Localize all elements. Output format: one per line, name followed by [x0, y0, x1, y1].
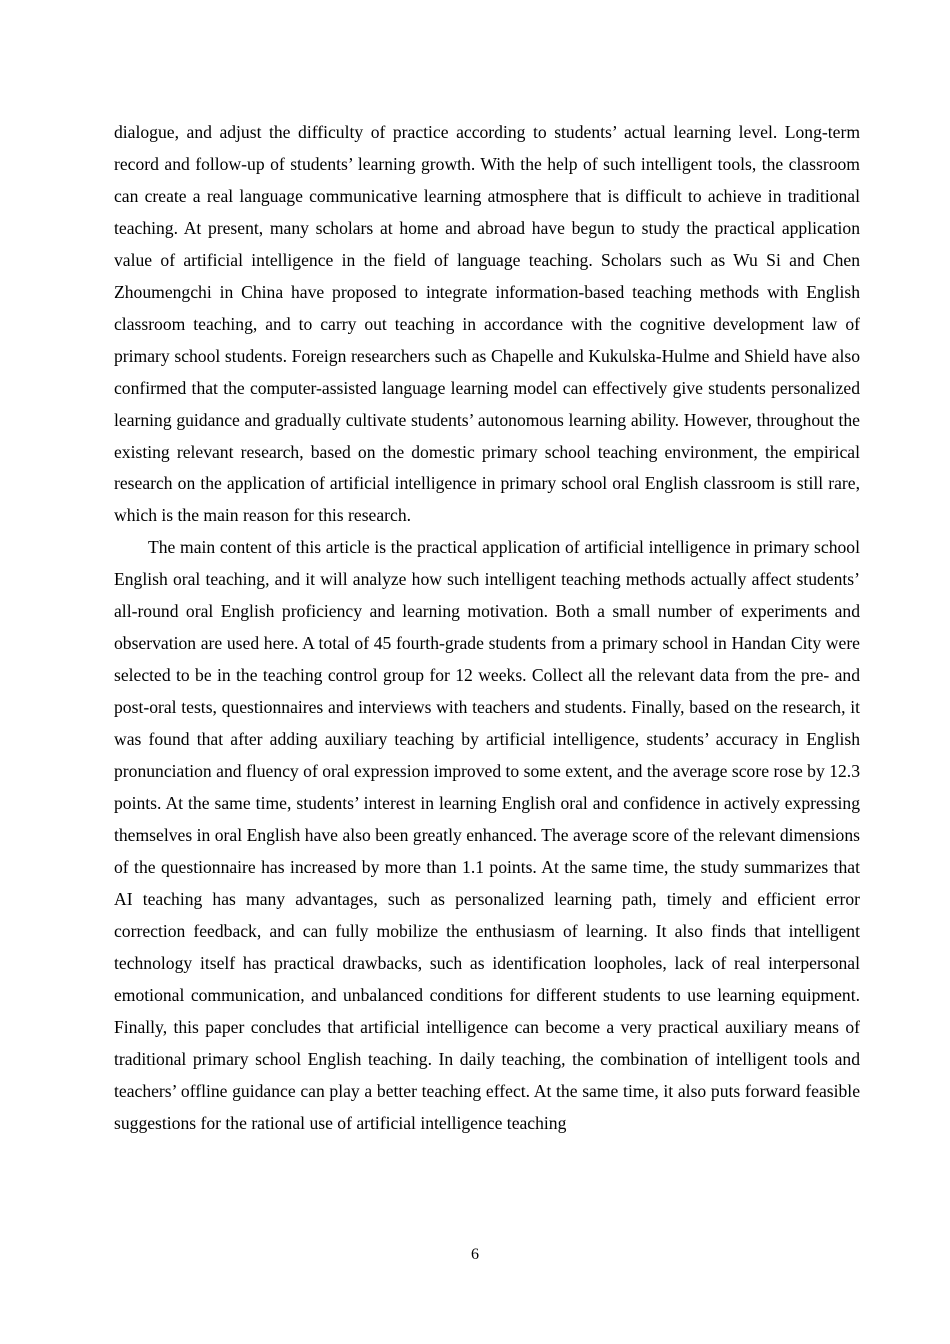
paragraph-main-content: The main content of this article is the practical application of artificial intelligence in primary school English oral teaching, and it will analyze how such intelligent teaching methods actually affect students’ all-round oral English proficiency and learning motivation. Both a small number of experiments and observation are used here. A total of 45 fourth-grade students from a primary school in Handan City were selected to be in the teaching control group for 12 weeks. Collect all the relevant data from the pre- and post-oral tests, questionnaires and interviews with teachers and students. Finally, based on the research, it was found that after adding auxiliary teaching by artificial intelligence, students’ accuracy in English pronunciation and fluency of oral expression improved to some extent, and the average score rose by 12.3 points. At the same time, students’ interest in learning English oral and confidence in actively expressing themselves in oral English have also been greatly enhanced. The average score of the relevant dimensions of the questionnaire has increased by more than 1.1 points. At the same time, the study summarizes that AI teaching has many advantages, such as personalized learning path, timely and efficient error correction feedback, and can fully mobilize the enthusiasm of learning. It also finds that intelligent technology itself has practical drawbacks, such as identification loopholes, lack of real interpersonal emotional communication, and unbalanced conditions for different students to use learning equipment. Finally, this paper concludes that artificial intelligence can become a very practical auxiliary means of traditional primary school English teaching. In daily teaching, the combination of intelligent tools and teachers’ offline guidance can play a better teaching effect. At the same time, it also puts forward feasible suggestions for the rational use of artificial intelligence teaching — [114, 537, 860, 1133]
body-text — [114, 117, 860, 1140]
paragraph-continued: dialogue, and adjust the difficulty of practice according to students’ actual learning level. Long-term record and follow-up of students’ learning growth. With the help of such intelligent tools, the classroom can create a real language communicative learning atmosphere that is difficult to achieve in traditional teaching. At present, many scholars at home and abroad have begun to study the practical application value of artificial intelligence in the field of language teaching. Scholars such as Wu Si and Chen Zhoumengchi in China have proposed to integrate information-based teaching methods with English classroom teaching, and to carry out teaching in accordance with the cognitive development law of primary school students. Foreign researchers such as Chapelle and Kukulska-Hulme and Shield have also confirmed that the computer-assisted language learning model can effectively give students personalized learning guidance and gradually cultivate students’ autonomous learning ability. However, throughout the existing relevant research, based on the domestic primary school teaching environment, the empirical research on the application of artificial intelligence in primary school oral English classroom is still rare, which is the main reason for this research. — [114, 122, 860, 526]
page-number: 6 — [471, 1246, 479, 1263]
